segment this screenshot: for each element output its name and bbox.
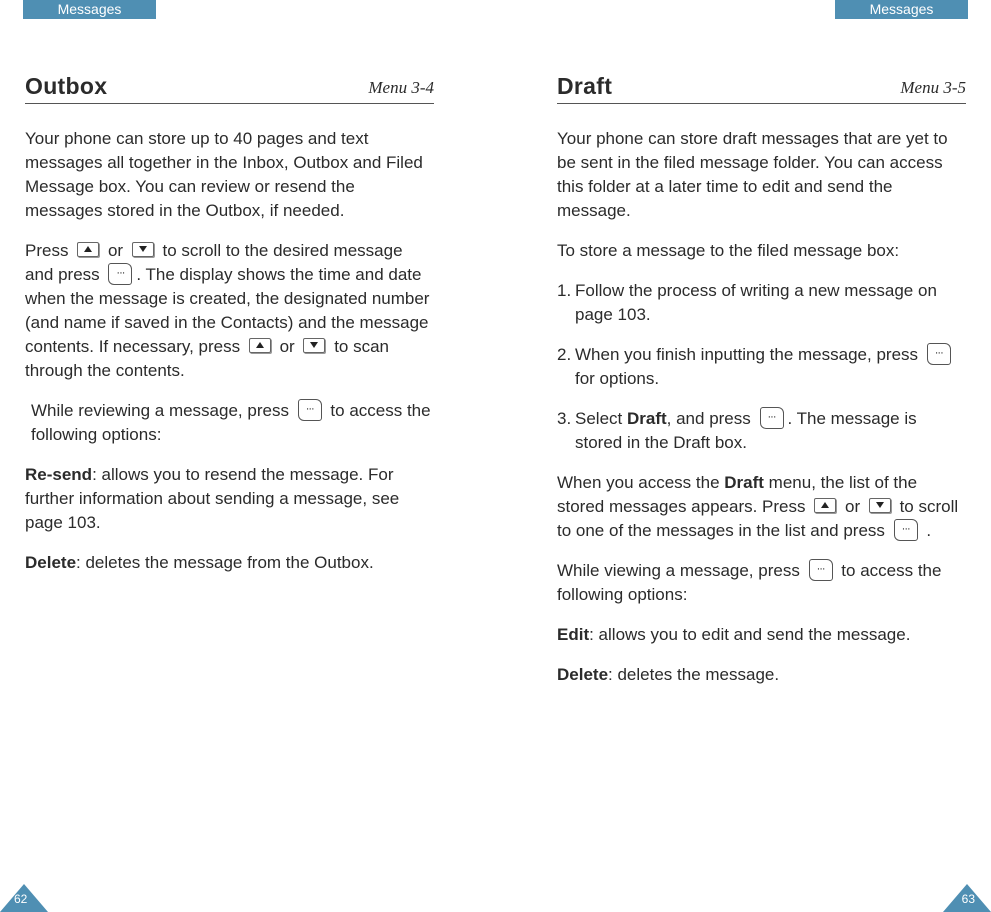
draft-heading	[557, 64, 966, 104]
page-title: Outbox	[25, 73, 108, 99]
page-number-right: 63	[961, 892, 975, 906]
paragraph: While viewing a message, press ··· to access the following options:	[557, 559, 966, 607]
list-item: 1. Follow the process of writing a new message on page 103.	[557, 281, 937, 324]
paragraph: Your phone can store draft messages that are yet to be sent in the filed message folder. You can access this folder at a later time to edit and send the message.	[557, 129, 948, 220]
paragraph: When you access the Draft menu, the list of the stored messages appears. Press or to scroll to one of the messages in the list and press ··· .	[557, 473, 959, 540]
section-tab-right: Messages	[835, 0, 968, 19]
option-resend: Re-send: allows you to resend the message. For further information about sending a message, see page 103.	[25, 465, 400, 532]
option-delete: Delete: deletes the message from the Outbox.	[25, 553, 374, 572]
up-key-icon	[814, 498, 836, 513]
soft-key-icon: ···	[108, 263, 132, 285]
page-title: Draft	[557, 73, 613, 99]
soft-key-icon: ···	[809, 559, 833, 581]
page-number-left: 62	[14, 892, 28, 906]
paragraph: While reviewing a message, press ··· to access the following options:	[25, 399, 434, 447]
up-key-icon	[77, 242, 99, 257]
menu-number: Menu 3-4	[368, 78, 434, 97]
paragraph: Press or to scroll to the desired message and press ··· . The display shows the time and date when the message is created, the designated number (and name if saved in the Contacts) and the message contents. If necessary, press or to scan through the contents.	[25, 241, 430, 380]
list-item: 2. When you finish inputting the message, press ··· for options.	[557, 343, 966, 391]
paragraph: To store a message to the filed message box:	[557, 241, 900, 260]
left-page	[25, 64, 434, 591]
down-key-icon	[132, 242, 154, 257]
menu-number: Menu 3-5	[900, 78, 966, 97]
paragraph: Your phone can store up to 40 pages and text messages all together in the Inbox, Outbox and Filed Message box. You can review or resend the messages stored in the Outbox, if needed.	[25, 129, 423, 220]
soft-key-icon: ···	[760, 407, 784, 429]
option-edit: Edit: allows you to edit and send the message.	[557, 625, 911, 644]
down-key-icon	[303, 338, 325, 353]
outbox-heading	[25, 64, 434, 104]
soft-key-icon: ···	[298, 399, 322, 421]
right-page	[557, 64, 966, 703]
steps-list	[557, 279, 966, 455]
soft-key-icon: ···	[927, 343, 951, 365]
down-key-icon	[869, 498, 891, 513]
section-tab-left: Messages	[23, 0, 156, 19]
up-key-icon	[249, 338, 271, 353]
list-item: 3. Select Draft, and press ··· . The message is stored in the Draft box.	[557, 407, 966, 455]
option-delete: Delete: deletes the message.	[557, 665, 780, 684]
soft-key-icon: ···	[894, 519, 918, 541]
